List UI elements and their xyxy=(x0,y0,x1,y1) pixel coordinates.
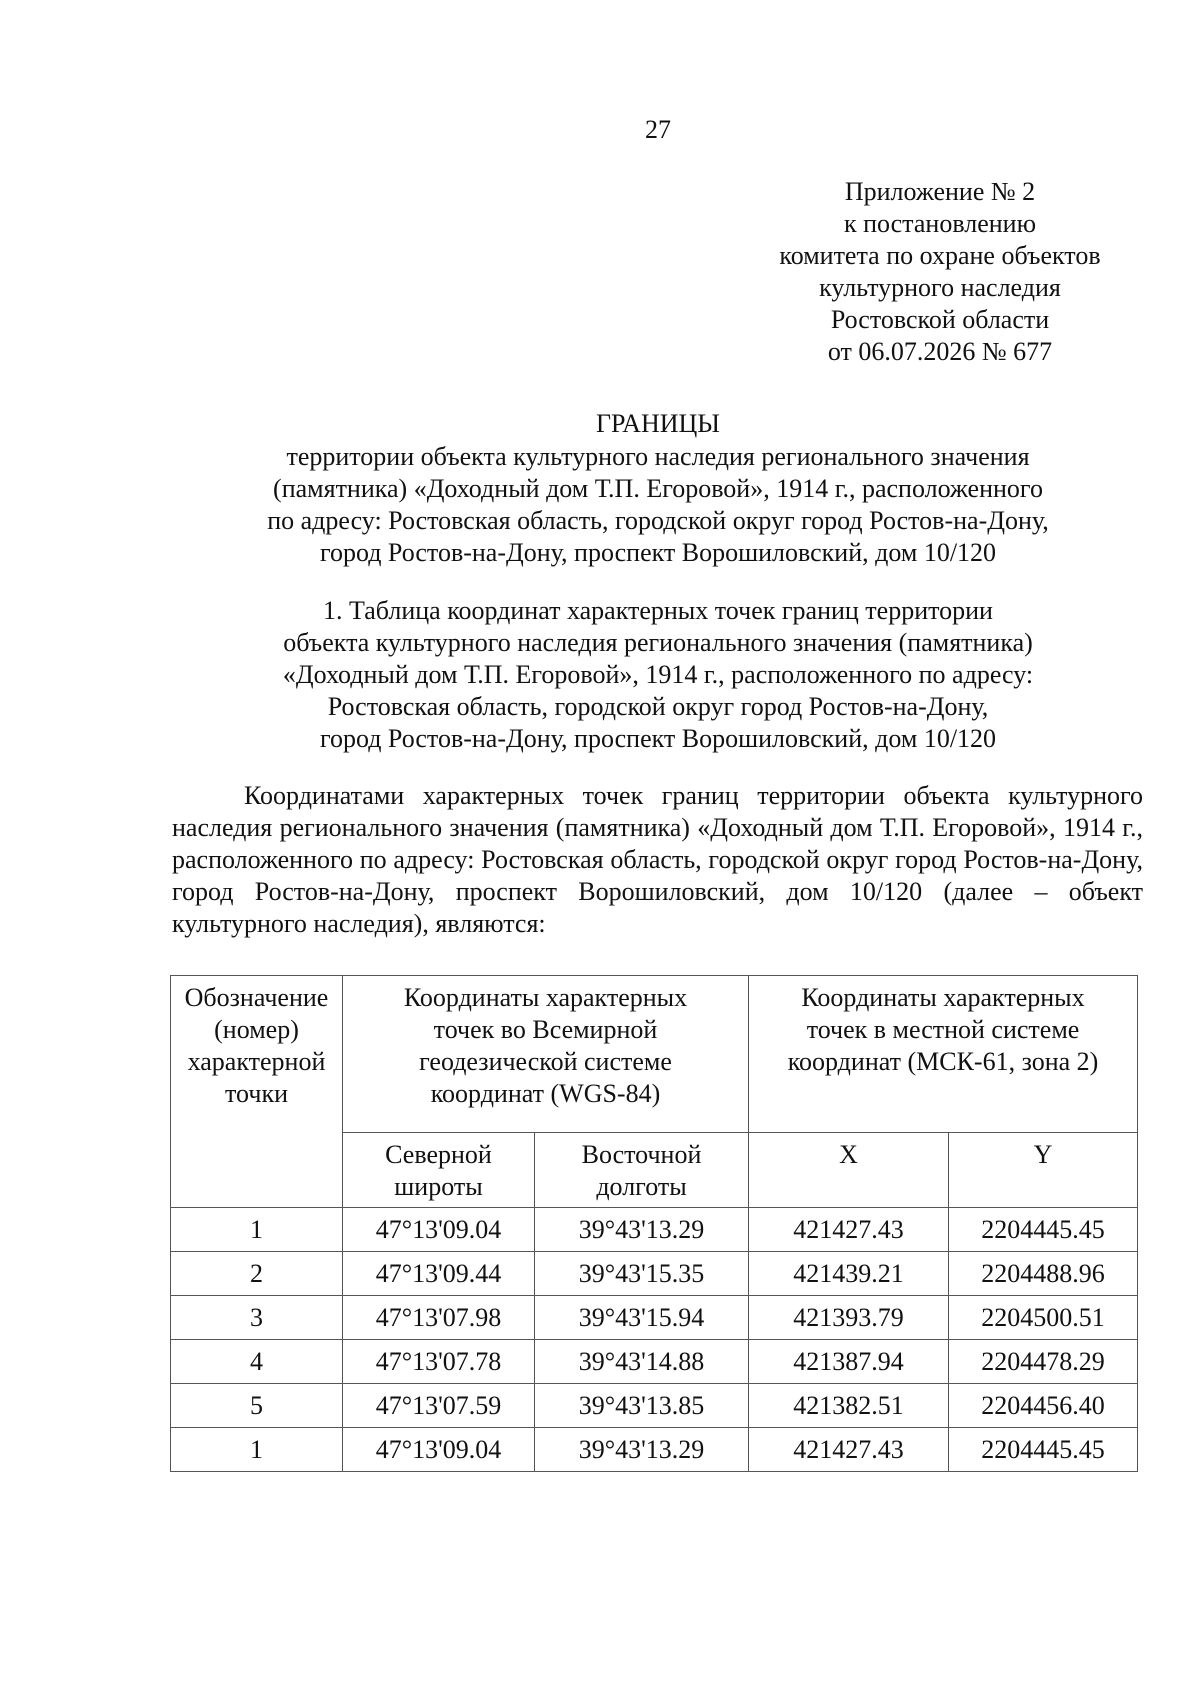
latitude-cell: 47°13'07.98 xyxy=(343,1296,535,1340)
subtitle-line: город Ростов-на-Дону, проспект Ворошиловский, дом 10/120 xyxy=(319,538,997,567)
longitude-cell: 39°43'15.35 xyxy=(535,1252,749,1296)
table-row xyxy=(171,1428,1138,1472)
x-cell: 421439.21 xyxy=(749,1252,949,1296)
appendix-line: культурного наследия xyxy=(819,273,1061,302)
header-msk61: Координаты характерных точек в местной системе координат (МСК-61, зона 2) xyxy=(749,976,1138,1133)
x-cell: 421427.43 xyxy=(749,1208,949,1252)
longitude-cell: 39°43'14.88 xyxy=(535,1340,749,1384)
subtitle-line: территории объекта культурного наследия регионального значения xyxy=(286,442,1030,471)
x-cell: 421427.43 xyxy=(749,1428,949,1472)
body-paragraph: Координатами характерных точек границ территории объекта культурного наследия регионального значения (памятника) «Доходный дом Т.П. Егоровой», 1914 г., расположенного по адресу: Ростовская область, городской округ город Ростов-на-Дону, город Ростов-на-Дону, проспект Ворошиловский, дом 10/120 (далее – объект культурного наследия), являются: xyxy=(172,781,1143,938)
y-cell: 2204488.96 xyxy=(949,1252,1138,1296)
subtitle-line: по адресу: Ростовская область, городской округ город Ростов-на-Дону, xyxy=(267,506,1049,535)
caption-line: «Доходный дом Т.П. Егоровой», 1914 г., расположенного по адресу: xyxy=(282,660,1034,689)
table-caption xyxy=(130,595,1186,755)
latitude-cell: 47°13'07.78 xyxy=(343,1340,535,1384)
point-number-cell: 4 xyxy=(171,1340,343,1384)
table-row xyxy=(171,1252,1138,1296)
x-cell: 421387.94 xyxy=(749,1340,949,1384)
y-cell: 2204445.45 xyxy=(949,1428,1138,1472)
caption-line: 1. Таблица координат характерных точек границ территории xyxy=(323,596,993,625)
y-cell: 2204456.40 xyxy=(949,1384,1138,1428)
point-number-cell: 1 xyxy=(171,1208,343,1252)
y-cell: 2204478.29 xyxy=(949,1340,1138,1384)
x-cell: 421382.51 xyxy=(749,1384,949,1428)
table-row xyxy=(171,1208,1138,1252)
x-cell: 421393.79 xyxy=(749,1296,949,1340)
longitude-cell: 39°43'15.94 xyxy=(535,1296,749,1340)
caption-line: объекта культурного наследия регионального значения (памятника) xyxy=(283,628,1033,657)
y-cell: 2204445.45 xyxy=(949,1208,1138,1252)
appendix-line: комитета по охране объектов xyxy=(779,241,1101,270)
appendix-line: Ростовской области xyxy=(830,305,1050,334)
appendix-line: к постановлению xyxy=(843,209,1037,238)
header-east-longitude: Восточной долготы xyxy=(535,1133,749,1208)
latitude-cell: 47°13'09.04 xyxy=(343,1208,535,1252)
table-row xyxy=(171,1296,1138,1340)
page-number: 27 xyxy=(645,115,671,144)
caption-line: Ростовская область, городской округ город Ростов-на-Дону, xyxy=(327,692,989,721)
longitude-cell: 39°43'13.29 xyxy=(535,1208,749,1252)
header-wgs84: Координаты характерных точек во Всемирной геодезической системе координат (WGS-84) xyxy=(343,976,749,1133)
appendix-line: от 06.07.2026 № 677 xyxy=(827,337,1053,366)
latitude-cell: 47°13'09.44 xyxy=(343,1252,535,1296)
header-y: Y xyxy=(949,1133,1138,1208)
appendix-line: Приложение № 2 xyxy=(844,177,1036,206)
table-row xyxy=(171,1384,1138,1428)
latitude-cell: 47°13'09.04 xyxy=(343,1428,535,1472)
y-cell: 2204500.51 xyxy=(949,1296,1138,1340)
point-number-cell: 1 xyxy=(171,1428,343,1472)
latitude-cell: 47°13'07.59 xyxy=(343,1384,535,1428)
document-title: ГРАНИЦЫ xyxy=(596,409,720,438)
table-row xyxy=(171,1340,1138,1384)
point-number-cell: 3 xyxy=(171,1296,343,1340)
point-number-cell: 2 xyxy=(171,1252,343,1296)
subtitle-line: (памятника) «Доходный дом Т.П. Егоровой», 1914 г., расположенного xyxy=(273,474,1043,503)
document-subtitle xyxy=(130,441,1186,569)
caption-line: город Ростов-на-Дону, проспект Ворошиловский, дом 10/120 xyxy=(319,724,997,753)
longitude-cell: 39°43'13.29 xyxy=(535,1428,749,1472)
header-x: X xyxy=(749,1133,949,1208)
coordinates-table xyxy=(170,975,1138,1472)
point-number-cell: 5 xyxy=(171,1384,343,1428)
header-point-designation: Обозначение (номер) характерной точки xyxy=(171,976,343,1208)
appendix-header xyxy=(760,176,1120,368)
header-north-latitude: Северной широты xyxy=(343,1133,535,1208)
longitude-cell: 39°43'13.85 xyxy=(535,1384,749,1428)
